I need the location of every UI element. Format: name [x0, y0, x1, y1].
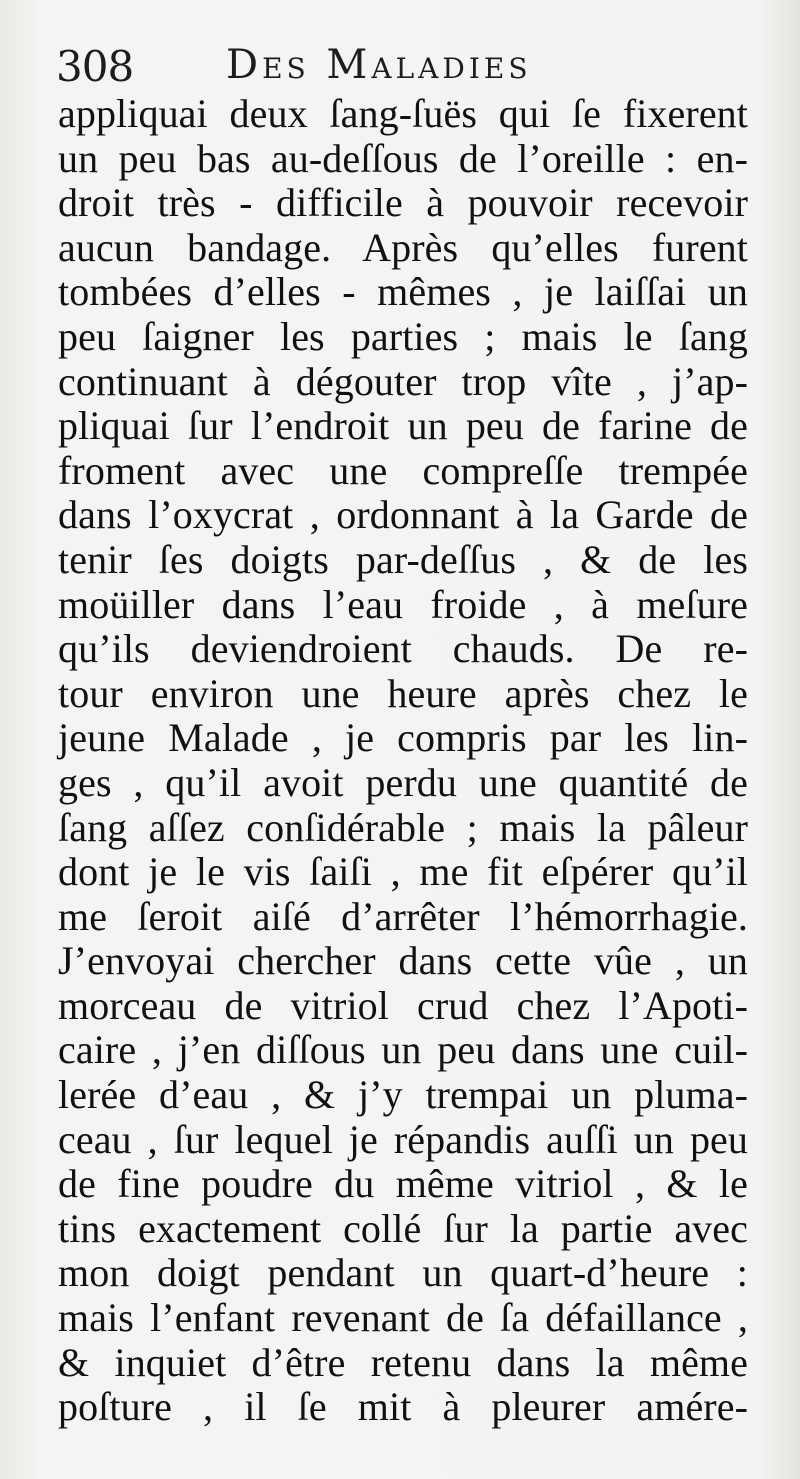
text-line: & inquiet d’être retenu dans la même [58, 1339, 748, 1385]
page-number: 308 [56, 42, 134, 91]
text-line: morceau de vitriol crud chez l’Apoti- [58, 982, 748, 1028]
text-line: caire , j’en diſſous un peu dans une cuil- [58, 1027, 748, 1073]
text-line: tins exactement collé ſur la partie avec [58, 1205, 748, 1251]
body-text [58, 92, 748, 1430]
running-title: Des Maladies [226, 42, 532, 88]
text-line: me ſeroit aiſé d’arrêter l’hémorrhagie. [58, 893, 748, 939]
text-line: mais l’enfant revenant de ſa défaillance , [58, 1295, 748, 1341]
text-line: tombées d’elles - mêmes , je laiſſai un [58, 269, 748, 315]
text-line: mon doigt pendant un quart-d’heure : [58, 1250, 748, 1296]
text-line: poſture , il ſe mit à pleurer amére- [58, 1384, 748, 1430]
text-line: ceau , ſur lequel je répandis auſſi un peu [58, 1116, 748, 1162]
text-line: qu’ils deviendroient chauds. De re- [58, 626, 748, 672]
text-line: pliquai ſur l’endroit un peu de farine de [58, 403, 748, 449]
text-line: ges , qu’il avoit perdu une quantité de [58, 759, 748, 805]
text-line: appliquai deux ſang-ſuës qui ſe fixerent [58, 91, 748, 136]
text-line: un peu bas au-deſſous de l’oreille : en- [58, 135, 748, 181]
text-line: moüiller dans l’eau froide , à meſure [58, 581, 748, 627]
text-line: peu ſaigner les parties ; mais le ſang [58, 313, 748, 359]
text-line: aucun bandage. Après qu’elles furent [58, 224, 748, 270]
text-line: dans l’oxycrat , ordonnant à la Garde de [58, 492, 748, 538]
text-line: tenir ſes doigts par-deſſus , & de les [58, 536, 748, 582]
text-line: dont je le vis ſaiſi , me fit eſpérer qu’il [58, 849, 748, 895]
text-line: droit très - difficile à pouvoir recevoir [58, 180, 748, 226]
text-line: J’envoyai chercher dans cette vûe , un [58, 938, 748, 984]
text-line: tour environ une heure après chez le [58, 670, 748, 716]
text-line: ſang aſſez conſidérable ; mais la pâleur [58, 804, 748, 850]
text-line: continuant à dégouter trop vîte , j’ap- [58, 358, 748, 404]
text-line: de fine poudre du même vitriol , & le [58, 1161, 748, 1207]
text-line: lerée d’eau , & j’y trempai un pluma- [58, 1072, 748, 1118]
text-line: jeune Malade , je compris par les lin- [58, 715, 748, 761]
text-line: froment avec une compreſſe trempée [58, 447, 748, 493]
